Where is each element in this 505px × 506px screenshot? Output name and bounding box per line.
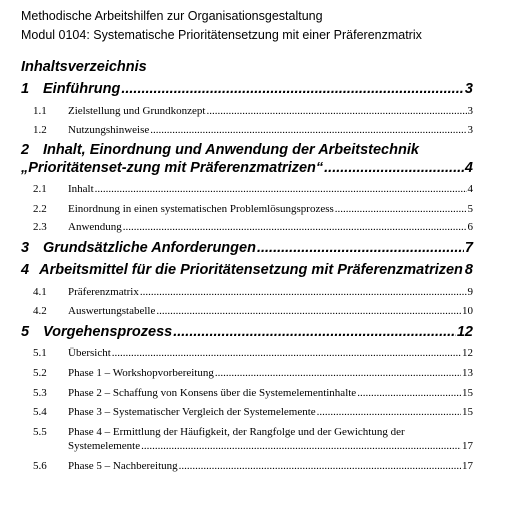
toc-entry-number: 4.2 bbox=[33, 305, 47, 317]
toc-entry-5-3[interactable] bbox=[0, 387, 505, 399]
toc-entry-text: Zielstellung und Grundkonzept bbox=[68, 105, 206, 117]
toc-entry-page: 10 bbox=[462, 305, 473, 317]
toc-entry-page: 5 bbox=[467, 203, 473, 215]
header-line-1: Methodische Arbeitshilfen zur Organisationsgestaltung bbox=[21, 9, 323, 23]
toc-entry-text: Vorgehensprozess bbox=[43, 324, 173, 340]
toc-entry-text: Einordnung in einen systematischen Problemlösungsprozess bbox=[68, 203, 334, 215]
toc-leader bbox=[317, 406, 461, 418]
toc-entry-1-1[interactable] bbox=[0, 105, 505, 117]
toc-entry-text: Inhalt bbox=[68, 183, 94, 195]
toc-entry-1-2[interactable] bbox=[0, 124, 505, 136]
toc-entry-number: 5.4 bbox=[33, 406, 47, 418]
toc-entry-3[interactable] bbox=[0, 240, 505, 256]
toc-entry-number: 2.3 bbox=[33, 221, 47, 233]
toc-leader bbox=[179, 460, 461, 472]
toc-entry-2-2[interactable] bbox=[0, 203, 505, 215]
toc-entry-text: Phase 5 – Nachbereitung bbox=[68, 460, 178, 472]
toc-leader bbox=[257, 240, 464, 256]
toc-entry-number: 5 bbox=[21, 324, 30, 340]
toc-entry-2-number: 2 bbox=[21, 142, 30, 158]
toc-entry-2-3[interactable] bbox=[0, 221, 505, 233]
toc-leader bbox=[95, 183, 467, 195]
toc-leader bbox=[123, 221, 467, 233]
toc-leader bbox=[357, 387, 461, 399]
toc-entry-5-1[interactable] bbox=[0, 347, 505, 359]
toc-entry-text: Phase 3 – Systematischer Vergleich der Systemelemente bbox=[68, 406, 316, 418]
toc-entry-5-5-number: 5.5 bbox=[33, 426, 47, 438]
toc-entry-page: 7 bbox=[464, 240, 473, 256]
toc-entry-text-line2: Systemelemente bbox=[68, 440, 141, 452]
toc-leader bbox=[112, 347, 461, 359]
toc-entry-number: 5.2 bbox=[33, 367, 47, 379]
toc-entry-number: 5.6 bbox=[33, 460, 47, 472]
toc-leader bbox=[141, 440, 461, 452]
toc-leader bbox=[215, 367, 461, 379]
toc-entry-page: 3 bbox=[464, 81, 473, 97]
toc-entry-page: 3 bbox=[467, 105, 473, 117]
toc-entry-number: 2.1 bbox=[33, 183, 47, 195]
toc-leader bbox=[140, 286, 467, 298]
toc-entry-text: Präferenzmatrix bbox=[68, 286, 139, 298]
toc-entry-text: Grundsätzliche Anforderungen bbox=[43, 240, 256, 256]
toc-entry-5-4[interactable] bbox=[0, 406, 505, 418]
toc-entry-2-text-line1[interactable]: Inhalt, Einordnung und Anwendung der Arbeitstechnik bbox=[43, 142, 419, 158]
toc-entry-number: 3 bbox=[21, 240, 30, 256]
toc-entry-page: 9 bbox=[467, 286, 473, 298]
toc-leader bbox=[150, 124, 466, 136]
toc-entry-number: 1 bbox=[21, 81, 30, 97]
toc-entry-page: 8 bbox=[464, 262, 473, 278]
toc-entry-5[interactable] bbox=[0, 324, 505, 340]
toc-entry-number: 1.1 bbox=[33, 105, 47, 117]
toc-leader bbox=[173, 324, 456, 340]
toc-entry-4-1[interactable] bbox=[0, 286, 505, 298]
toc-entry-page: 17 bbox=[462, 440, 473, 452]
toc-entry-text: Nutzungshinweise bbox=[68, 124, 150, 136]
toc-entry-5-2[interactable] bbox=[0, 367, 505, 379]
toc-entry-2-1[interactable] bbox=[0, 183, 505, 195]
toc-entry-5-6[interactable] bbox=[0, 460, 505, 472]
toc-entry-page: 12 bbox=[462, 347, 473, 359]
toc-entry-page: 3 bbox=[467, 124, 473, 136]
toc-entry-page: 4 bbox=[467, 183, 473, 195]
toc-entry-text: Anwendung bbox=[68, 221, 122, 233]
toc-entry-text: Phase 1 – Workshopvorbereitung bbox=[68, 367, 214, 379]
toc-entry-1[interactable] bbox=[0, 81, 505, 97]
toc-entry-number: 2.2 bbox=[33, 203, 47, 215]
toc-entry-2[interactable] bbox=[0, 160, 505, 176]
toc-leader bbox=[156, 305, 461, 317]
toc-entry-page: 4 bbox=[464, 160, 473, 176]
toc-entry-page: 6 bbox=[467, 221, 473, 233]
header-line-2: Modul 0104: Systematische Prioritätensetzung mit einer Präferenzmatrix bbox=[21, 28, 422, 42]
toc-entry-4[interactable] bbox=[0, 262, 505, 278]
toc-entry-number: 4 bbox=[21, 262, 30, 278]
toc-leader bbox=[206, 105, 466, 117]
toc-entry-number: 5.1 bbox=[33, 347, 47, 359]
toc-entry-text: Phase 2 – Schaffung von Konsens über die Systemelementinhalte bbox=[68, 387, 357, 399]
toc-entry-text: Einführung bbox=[43, 81, 121, 97]
toc-entry-number: 4.1 bbox=[33, 286, 47, 298]
toc-entry-text: Übersicht bbox=[68, 347, 111, 359]
toc-leader bbox=[324, 160, 464, 176]
toc-leader bbox=[335, 203, 467, 215]
toc-entry-text: Arbeitsmittel für die Prioritätensetzung mit Präferenzmatrizen bbox=[39, 262, 463, 278]
toc-entry-4-2[interactable] bbox=[0, 305, 505, 317]
toc-entry-page: 15 bbox=[462, 406, 473, 418]
toc-entry-number: 5.3 bbox=[33, 387, 47, 399]
toc-entry-text: Auswertungstabelle bbox=[68, 305, 156, 317]
toc-title: Inhaltsverzeichnis bbox=[21, 59, 147, 75]
toc-entry-number: 1.2 bbox=[33, 124, 47, 136]
toc-entry-page: 12 bbox=[456, 324, 473, 340]
toc-entry-page: 15 bbox=[462, 387, 473, 399]
toc-entry-5-5[interactable] bbox=[0, 440, 505, 452]
toc-leader bbox=[121, 81, 464, 97]
toc-entry-page: 13 bbox=[462, 367, 473, 379]
toc-entry-text-line2: „Prioritätenset-zung mit Präferenzmatrizen“ bbox=[21, 160, 324, 176]
toc-entry-5-5-text-line1[interactable]: Phase 4 – Ermittlung der Häufigkeit, der Rangfolge und der Gewichtung der bbox=[68, 426, 405, 438]
toc-entry-page: 17 bbox=[462, 460, 473, 472]
